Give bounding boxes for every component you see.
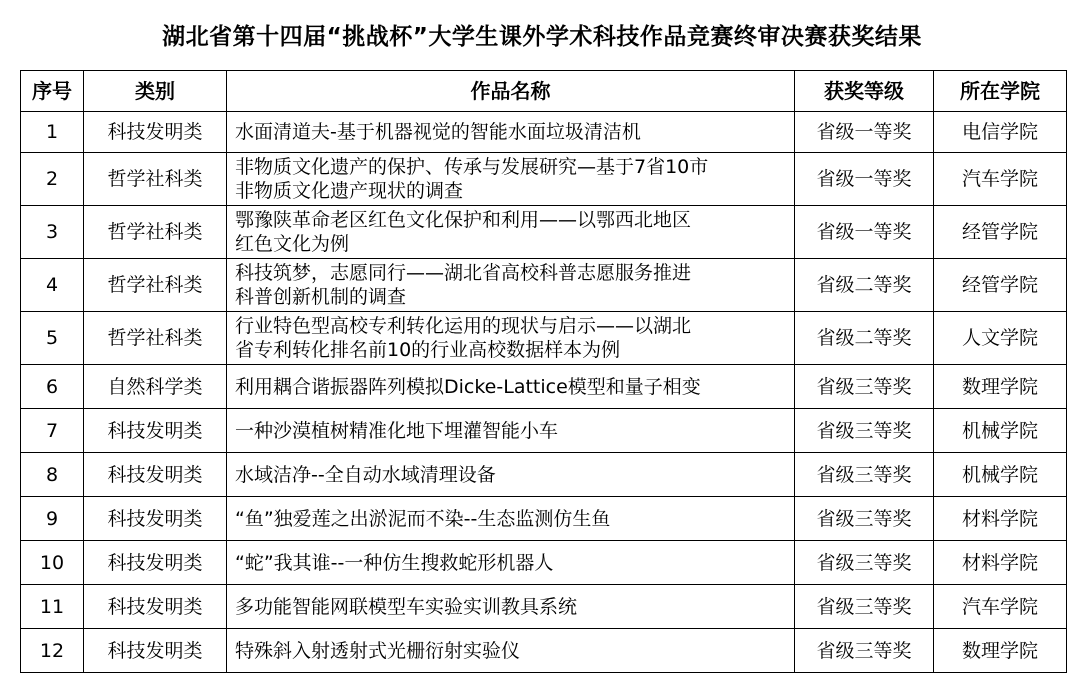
cell-seq: 3 — [21, 206, 84, 259]
cell-school: 汽车学院 — [934, 153, 1067, 206]
table-row — [21, 409, 1067, 453]
cell-seq: 10 — [21, 541, 84, 585]
table-row — [21, 585, 1067, 629]
cell-award: 省级一等奖 — [795, 112, 934, 153]
cell-school: 人文学院 — [934, 312, 1067, 365]
work-name-line: “鱼”独爱莲之出淤泥而不染--生态监测仿生鱼 — [235, 507, 611, 530]
cell-category: 科技发明类 — [84, 112, 227, 153]
header-work-name: 作品名称 — [227, 71, 795, 112]
cell-work-name — [227, 541, 795, 585]
cell-school: 材料学院 — [934, 497, 1067, 541]
cell-award: 省级二等奖 — [795, 259, 934, 312]
cell-work-name — [227, 112, 795, 153]
work-name-line: 一种沙漠植树精准化地下埋灌智能小车 — [235, 419, 559, 442]
cell-category: 科技发明类 — [84, 453, 227, 497]
work-name-line: “蛇”我其谁--一种仿生搜救蛇形机器人 — [235, 551, 554, 574]
table-row — [21, 497, 1067, 541]
work-name-line: 非物质文化遗产现状的调查 — [235, 180, 464, 202]
work-name-line: 省专利转化排名前10的行业高校数据样本为例 — [235, 339, 621, 361]
results-table — [20, 70, 1067, 673]
work-name-line: 红色文化为例 — [235, 233, 350, 255]
cell-seq: 2 — [21, 153, 84, 206]
table-row — [21, 206, 1067, 259]
table-row — [21, 453, 1067, 497]
cell-work-name — [227, 153, 795, 206]
cell-award: 省级三等奖 — [795, 629, 934, 673]
cell-work-name — [227, 497, 795, 541]
cell-category: 科技发明类 — [84, 541, 227, 585]
work-name-line: 多功能智能网联模型车实验实训教具系统 — [235, 595, 578, 618]
cell-work-name — [227, 453, 795, 497]
work-name-line: 水面清道夫-基于机器视觉的智能水面垃圾清洁机 — [235, 121, 641, 143]
cell-seq: 9 — [21, 497, 84, 541]
cell-award: 省级三等奖 — [795, 541, 934, 585]
table-row — [21, 629, 1067, 673]
work-name-line: 非物质文化遗产的保护、传承与发展研究—基于7省10市 — [235, 156, 709, 178]
cell-award: 省级二等奖 — [795, 312, 934, 365]
cell-school: 数理学院 — [934, 629, 1067, 673]
cell-category: 自然科学类 — [84, 365, 227, 409]
cell-school: 材料学院 — [934, 541, 1067, 585]
header-award-level: 获奖等级 — [795, 71, 934, 112]
cell-work-name — [227, 629, 795, 673]
page-title: 湖北省第十四届“挑战杯”大学生课外学术科技作品竞赛终审决赛获奖结果 — [162, 24, 922, 50]
header-school: 所在学院 — [934, 71, 1067, 112]
cell-award: 省级一等奖 — [795, 206, 934, 259]
cell-award: 省级一等奖 — [795, 153, 934, 206]
cell-school: 汽车学院 — [934, 585, 1067, 629]
table-row — [21, 312, 1067, 365]
cell-seq: 1 — [21, 112, 84, 153]
cell-school: 电信学院 — [934, 112, 1067, 153]
table-row — [21, 365, 1067, 409]
cell-category: 哲学社科类 — [84, 259, 227, 312]
cell-category: 科技发明类 — [84, 497, 227, 541]
work-name-line: 特殊斜入射透射式光栅衍射实验仪 — [235, 639, 521, 662]
cell-seq: 11 — [21, 585, 84, 629]
cell-award: 省级三等奖 — [795, 497, 934, 541]
table-row — [21, 541, 1067, 585]
cell-work-name — [227, 585, 795, 629]
cell-seq: 12 — [21, 629, 84, 673]
cell-school: 机械学院 — [934, 409, 1067, 453]
cell-category: 哲学社科类 — [84, 206, 227, 259]
table-row — [21, 259, 1067, 312]
header-seq: 序号 — [21, 71, 84, 112]
cell-category: 哲学社科类 — [84, 153, 227, 206]
cell-school: 机械学院 — [934, 453, 1067, 497]
cell-award: 省级三等奖 — [795, 365, 934, 409]
cell-seq: 4 — [21, 259, 84, 312]
cell-seq: 7 — [21, 409, 84, 453]
cell-work-name — [227, 409, 795, 453]
work-name-line: 科普创新机制的调查 — [235, 286, 407, 308]
cell-seq: 8 — [21, 453, 84, 497]
cell-school: 经管学院 — [934, 206, 1067, 259]
cell-seq: 5 — [21, 312, 84, 365]
work-name-line: 利用耦合谐振器阵列模拟Dicke-Lattice模型和量子相变 — [235, 375, 701, 398]
cell-work-name — [227, 365, 795, 409]
cell-school: 数理学院 — [934, 365, 1067, 409]
cell-seq: 6 — [21, 365, 84, 409]
cell-work-name — [227, 259, 795, 312]
cell-award: 省级三等奖 — [795, 409, 934, 453]
table-row — [21, 112, 1067, 153]
cell-award: 省级三等奖 — [795, 453, 934, 497]
cell-category: 哲学社科类 — [84, 312, 227, 365]
cell-category: 科技发明类 — [84, 409, 227, 453]
cell-category: 科技发明类 — [84, 629, 227, 673]
header-category: 类别 — [84, 71, 227, 112]
table-row — [21, 153, 1067, 206]
table-header-row — [21, 71, 1067, 112]
work-name-line: 鄂豫陕革命老区红色文化保护和利用——以鄂西北地区 — [235, 209, 692, 231]
cell-work-name — [227, 312, 795, 365]
cell-school: 经管学院 — [934, 259, 1067, 312]
work-name-line: 行业特色型高校专利转化运用的现状与启示——以湖北 — [235, 315, 692, 337]
cell-category: 科技发明类 — [84, 585, 227, 629]
work-name-line: 科技筑梦，志愿同行——湖北省高校科普志愿服务推进 — [235, 262, 692, 284]
cell-work-name — [227, 206, 795, 259]
work-name-line: 水域洁净--全自动水域清理设备 — [235, 463, 496, 486]
cell-award: 省级三等奖 — [795, 585, 934, 629]
